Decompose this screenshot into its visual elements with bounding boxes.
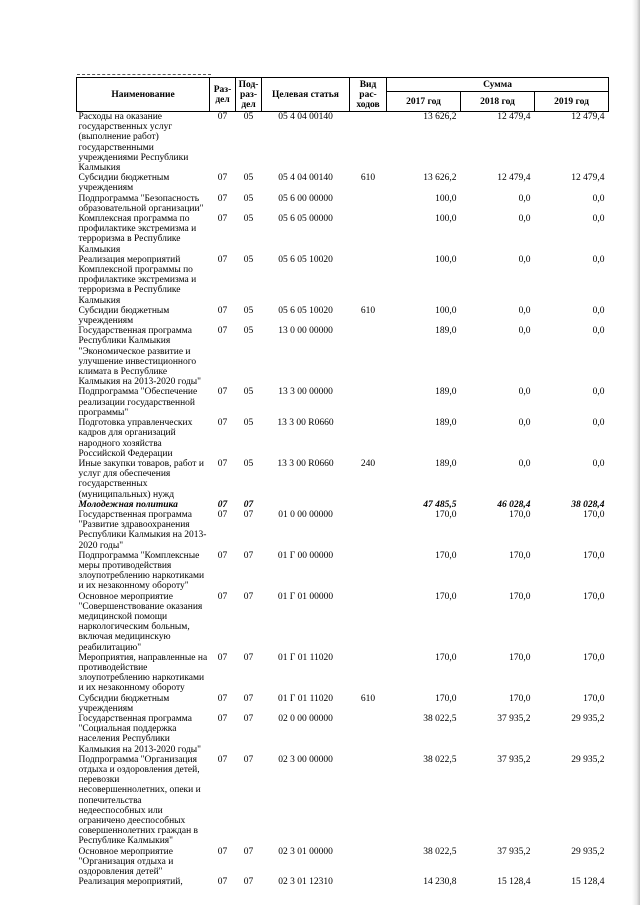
header-year-2017: 2017 год: [387, 92, 461, 112]
row-sum-2017: 13 626,2: [423, 112, 457, 122]
row-sum-2017: 38 022,5: [423, 713, 457, 724]
table-row: [77, 387, 609, 418]
table-row: [77, 459, 609, 500]
row-target-article: 13 3 00 R0660: [277, 418, 334, 429]
row-sum-2018: 37 935,2: [497, 846, 531, 857]
row-name: Основное мероприятие "Организация отдыха и оздоровления детей": [78, 846, 174, 878]
row-podrazdel: 07: [243, 846, 254, 857]
row-sum-2019: 12 479,4: [571, 112, 605, 122]
row-razdel: 07: [217, 173, 228, 184]
row-razdel: 07: [217, 418, 228, 429]
row-sum-2017: 170,0: [435, 652, 457, 663]
row-expense-type: [350, 112, 387, 174]
header-razdel: Раз-дел: [210, 78, 236, 112]
row-target-article: 05 6 00 00000: [278, 193, 333, 204]
row-sum-2019: 0,0: [592, 326, 605, 337]
row-sum-2017: 170,0: [435, 693, 457, 704]
row-sum-2019: 0,0: [592, 254, 605, 265]
row-sum-2017: 100,0: [435, 193, 457, 204]
row-razdel: 07: [217, 591, 228, 602]
row-name: Молодежная политика: [78, 499, 178, 510]
table-row: [77, 194, 609, 214]
row-razdel: 07: [217, 326, 228, 337]
row-name: Государственная программа "Развитие здравоохранения Республики Калмыкия на 2013-2020 годы": [78, 509, 207, 551]
row-sum-2019: 12 479,4: [571, 173, 605, 184]
row-sum-2019: 29 935,2: [571, 846, 605, 857]
row-razdel: 07: [217, 877, 228, 888]
row-target-article: [262, 500, 350, 510]
row-sum-2017: 170,0: [435, 591, 457, 602]
table-row: [77, 551, 609, 592]
table-row: [77, 418, 609, 459]
row-name: Государственная программа "Социальная поддержка населения Республики Калмыкия на 2013-2020 годы": [78, 713, 202, 755]
header-expense-type: Вид рас-ходов: [350, 78, 387, 112]
row-razdel: 07: [217, 193, 228, 204]
row-sum-2019: 0,0: [592, 193, 605, 204]
row-podrazdel: 05: [243, 173, 254, 184]
row-sum-2017: 100,0: [435, 214, 457, 225]
row-sum-2017: 100,0: [435, 254, 457, 265]
row-razdel: 07: [217, 713, 228, 724]
row-podrazdel: 07: [243, 509, 254, 520]
row-razdel: 07: [217, 509, 228, 520]
row-name: Подпрограмма "Комплексные меры противодействия злоупотреблению наркотиками и их незаконному обороту": [78, 550, 205, 592]
row-sum-2019: 170,0: [583, 509, 605, 520]
row-expense-type: 610: [360, 693, 376, 704]
row-sum-2018: 0,0: [518, 458, 531, 469]
row-expense-type: [350, 755, 387, 847]
row-expense-type: [350, 877, 387, 887]
row-sum-2017: 189,0: [435, 387, 457, 398]
row-target-article: 02 0 00 00000: [278, 713, 333, 724]
row-expense-type: [350, 418, 387, 459]
row-sum-2018: 0,0: [518, 305, 531, 316]
row-podrazdel: 07: [243, 550, 254, 561]
row-razdel: 07: [217, 652, 228, 663]
row-name: Реализация мероприятий Комплексной программы по профилактике экстремизма и терроризма в Республике Калмыкия: [78, 254, 197, 306]
scan-edge-shadow: [632, 0, 640, 905]
row-sum-2018: 37 935,2: [497, 754, 531, 765]
table-header: [77, 78, 609, 112]
row-razdel: 07: [217, 305, 228, 316]
row-sum-2017: 14 230,8: [423, 877, 457, 888]
row-target-article: 01 0 00 00000: [278, 509, 333, 520]
row-sum-2019: 0,0: [592, 214, 605, 225]
row-razdel: 07: [217, 754, 228, 765]
row-sum-2019: 0,0: [592, 458, 605, 469]
row-name: Подготовка управленческих кадров для организаций народного хозяйства Российской Федерации: [78, 418, 193, 459]
row-target-article: 01 Г 01 00000: [277, 591, 334, 602]
row-sum-2019: 29 935,2: [571, 754, 605, 765]
header-sum: Сумма: [387, 78, 609, 92]
row-podrazdel: 07: [243, 499, 254, 510]
row-expense-type: [350, 551, 387, 592]
table-row: [77, 306, 609, 326]
row-sum-2018: 170,0: [509, 652, 531, 663]
row-sum-2018: 0,0: [518, 214, 531, 225]
row-target-article: 05 4 04 00140: [278, 112, 333, 122]
row-sum-2018: 0,0: [518, 326, 531, 337]
row-sum-2017: 47 485,5: [423, 499, 457, 510]
row-sum-2017: 13 626,2: [423, 173, 457, 184]
row-podrazdel: 05: [243, 254, 254, 265]
row-podrazdel: 05: [243, 214, 254, 225]
top-rule: [77, 74, 211, 75]
row-sum-2019: 170,0: [583, 693, 605, 704]
row-name: Субсидии бюджетным учреждениям: [78, 305, 170, 327]
row-name: Подпрограмма "Безопасность образовательной организации": [78, 193, 204, 214]
row-expense-type: [350, 714, 387, 755]
row-target-article: 05 6 05 10020: [278, 254, 333, 265]
row-razdel: 07: [217, 214, 228, 225]
row-target-article: 02 3 01 00000: [278, 846, 333, 857]
row-podrazdel: 07: [243, 591, 254, 602]
row-podrazdel: 05: [243, 305, 254, 316]
row-sum-2019: 38 028,4: [571, 499, 605, 510]
row-name: Иные закупки товаров, работ и услуг для обеспечения государственных (муниципальных) нужд: [78, 458, 204, 500]
row-podrazdel: 05: [243, 326, 254, 337]
table-row: [77, 112, 609, 174]
row-podrazdel: 07: [243, 693, 254, 704]
row-target-article: 02 3 01 12310: [278, 877, 333, 888]
table-row: [77, 694, 609, 714]
row-name: Комплексная программа по профилактике экстремизма и терроризма в Республике Калмыкия: [78, 214, 197, 255]
row-expense-type: [350, 255, 387, 306]
row-expense-type: [350, 500, 387, 510]
row-expense-type: [350, 194, 387, 214]
row-sum-2019: 170,0: [583, 652, 605, 663]
row-expense-type: [350, 510, 387, 551]
row-expense-type: 610: [360, 305, 376, 316]
row-sum-2018: 170,0: [509, 591, 531, 602]
row-sum-2019: 170,0: [583, 591, 605, 602]
row-sum-2018: 170,0: [509, 693, 531, 704]
row-expense-type: [350, 214, 387, 255]
row-sum-2017: 100,0: [435, 305, 457, 316]
row-podrazdel: 07: [243, 652, 254, 663]
row-sum-2018: 0,0: [518, 193, 531, 204]
table-row: [77, 755, 609, 847]
row-expense-type: 610: [360, 173, 376, 184]
row-razdel: 07: [217, 254, 228, 265]
row-razdel: 07: [217, 387, 228, 398]
row-name: Основное мероприятие "Совершенствование оказания медицинской помощи наркологическим больным, включая медицинскую реабилитацию": [78, 591, 203, 653]
row-name: Государственная программа Республики Калмыкия "Экономическое развитие и улучшение инвестиционного климата в Республике Калмыкия на 2013-2020 годы": [78, 326, 202, 388]
row-target-article: 05 6 05 10020: [278, 305, 333, 316]
row-target-article: 01 Г 01 11020: [277, 693, 333, 704]
row-target-article: 05 6 05 00000: [278, 214, 333, 225]
row-sum-2018: 0,0: [518, 418, 531, 429]
table-row: [77, 214, 609, 255]
row-sum-2018: 170,0: [509, 509, 531, 520]
row-podrazdel: 05: [243, 193, 254, 204]
header-name: Наименование: [77, 78, 210, 112]
row-target-article: 05 4 04 00140: [278, 173, 333, 184]
budget-table: [76, 77, 609, 887]
header-target-article: Целевая статья: [262, 78, 350, 112]
header-podrazdel: Под-раз-дел: [236, 78, 262, 112]
table-row: [77, 173, 609, 193]
row-razdel: 07: [217, 112, 228, 122]
row-sum-2018: 12 479,4: [497, 173, 531, 184]
header-year-2018: 2018 год: [461, 92, 535, 112]
row-target-article: 01 Г 01 11020: [277, 652, 333, 663]
table-row: [77, 847, 609, 878]
row-podrazdel: 05: [243, 418, 254, 429]
row-podrazdel: 07: [243, 713, 254, 724]
row-razdel: 07: [217, 458, 228, 469]
row-sum-2017: 189,0: [435, 326, 457, 337]
row-sum-2019: 0,0: [592, 387, 605, 398]
row-sum-2019: 0,0: [592, 418, 605, 429]
row-sum-2018: 0,0: [518, 254, 531, 265]
row-name: Расходы на оказание государственных услуг (выполнение работ) государственными учреждениями Республики Калмыкия: [78, 112, 189, 174]
row-expense-type: [350, 653, 387, 694]
table-body: [77, 112, 609, 888]
row-sum-2017: 170,0: [435, 550, 457, 561]
row-razdel: 07: [217, 846, 228, 857]
row-sum-2019: 0,0: [592, 305, 605, 316]
row-name: Подпрограмма "Организация отдыха и оздоровления детей, перевозки несовершеннолетних, опеки и попечительства недееспособных или ограничено дееспособных совершеннолетних граждан в Республике Калмыкия": [78, 754, 201, 847]
row-sum-2018: 46 028,4: [497, 499, 531, 510]
row-sum-2017: 189,0: [435, 418, 457, 429]
row-sum-2017: 38 022,5: [423, 754, 457, 765]
row-expense-type: [350, 592, 387, 653]
row-sum-2018: 0,0: [518, 387, 531, 398]
row-podrazdel: 05: [243, 387, 254, 398]
table-row: [77, 877, 609, 887]
row-sum-2017: 170,0: [435, 509, 457, 520]
row-razdel: 07: [217, 499, 228, 510]
table-row: [77, 255, 609, 306]
row-razdel: 07: [217, 550, 228, 561]
table-row: [77, 592, 609, 653]
row-sum-2019: 29 935,2: [571, 713, 605, 724]
row-target-article: 13 3 00 00000: [278, 387, 333, 398]
table-row: [77, 326, 609, 387]
row-sum-2018: 37 935,2: [497, 713, 531, 724]
row-podrazdel: 05: [243, 458, 254, 469]
row-target-article: 01 Г 00 00000: [277, 550, 334, 561]
row-sum-2019: 170,0: [583, 550, 605, 561]
section-row: [77, 500, 609, 510]
row-expense-type: [350, 387, 387, 418]
row-expense-type: [350, 847, 387, 878]
row-sum-2019: 15 128,4: [571, 877, 605, 888]
row-name: Подпрограмма "Обеспечение реализации государственной программы": [78, 387, 198, 418]
row-name: Реализация мероприятий,: [78, 877, 183, 888]
row-expense-type: 240: [360, 458, 376, 469]
header-year-2019: 2019 год: [535, 92, 609, 112]
row-podrazdel: 05: [243, 112, 254, 122]
row-podrazdel: 07: [243, 877, 254, 888]
row-name: Субсидии бюджетным учреждениям: [78, 693, 170, 714]
row-sum-2018: 12 479,4: [497, 112, 531, 122]
row-target-article: 13 3 00 R0660: [277, 458, 334, 469]
row-sum-2017: 38 022,5: [423, 846, 457, 857]
row-target-article: 13 0 00 00000: [278, 326, 333, 337]
row-sum-2018: 170,0: [509, 550, 531, 561]
table-row: [77, 510, 609, 551]
row-razdel: 07: [217, 693, 228, 704]
row-expense-type: [350, 326, 387, 387]
row-podrazdel: 07: [243, 754, 254, 765]
row-target-article: 02 3 00 00000: [278, 754, 333, 765]
row-sum-2018: 15 128,4: [497, 877, 531, 888]
row-sum-2017: 189,0: [435, 458, 457, 469]
row-name: Мероприятия, направленные на противодействие злоупотреблению наркотиками и их незаконному обороту: [78, 652, 208, 694]
row-name: Субсидии бюджетным учреждениям: [78, 173, 170, 194]
table-row: [77, 714, 609, 755]
table-row: [77, 653, 609, 694]
